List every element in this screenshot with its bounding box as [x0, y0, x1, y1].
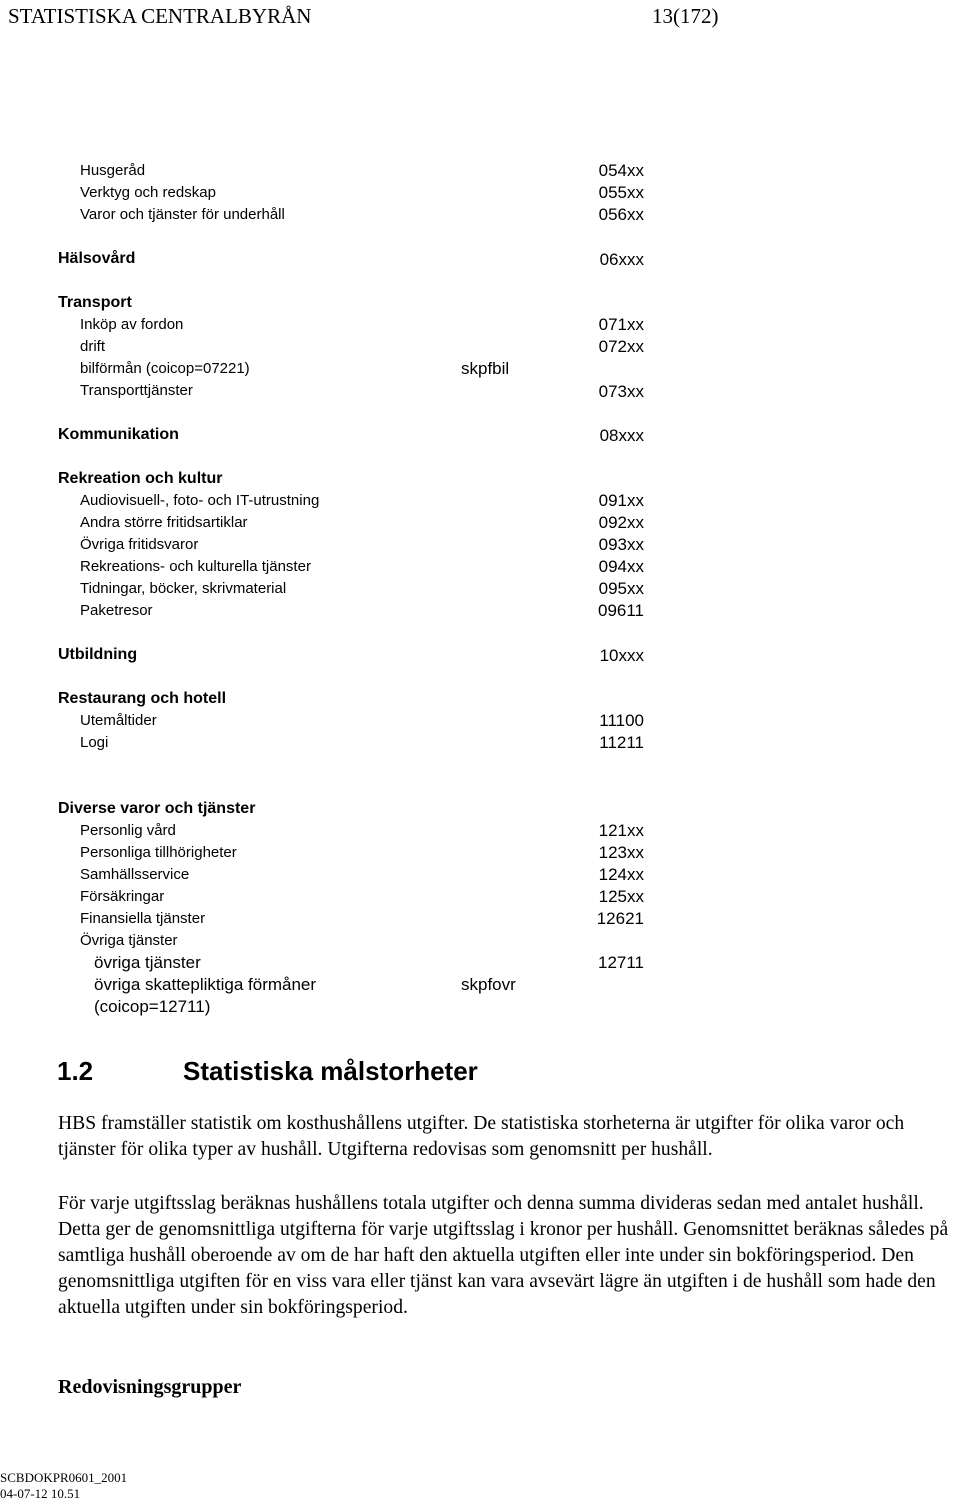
table-row [0, 534, 960, 556]
table-row [0, 424, 960, 446]
table-row [0, 556, 960, 578]
table-row [0, 908, 960, 930]
table-row [0, 732, 960, 754]
table-row [0, 930, 960, 952]
section-number: 1.2 [57, 1056, 94, 1086]
footer-document-id: SCBDOKPR0601_2001 [0, 1470, 128, 1485]
table-row [0, 644, 960, 666]
category-heading: Kommunikation [58, 426, 179, 443]
category-heading: Hälsovård [58, 250, 136, 267]
coicop-code: 093xx [598, 535, 644, 554]
category-label: Samhällsservice [80, 866, 190, 883]
coicop-code: 125xx [598, 887, 644, 906]
section-title: Statistiska målstorheter [183, 1056, 478, 1086]
category-label: Transporttjänster [80, 382, 193, 399]
table-row [0, 578, 960, 600]
table-row [0, 886, 960, 908]
section-heading [57, 1056, 478, 1087]
table-row [0, 688, 960, 710]
table-row [0, 974, 960, 996]
coicop-code: 123xx [598, 843, 644, 862]
coicop-code: 056xx [598, 205, 644, 224]
table-row [0, 336, 960, 358]
category-label: drift [80, 338, 106, 355]
coicop-code: 092xx [598, 513, 644, 532]
table-row [0, 314, 960, 336]
coicop-code: 12711 [597, 953, 644, 972]
category-label: (coicop=12711) [94, 997, 211, 1016]
table-row [0, 600, 960, 622]
category-label: Försäkringar [80, 888, 165, 905]
category-heading: Restaurang och hotell [58, 690, 227, 707]
table-row [0, 248, 960, 270]
category-label: Paketresor [80, 602, 153, 619]
table-row [0, 512, 960, 534]
footer-timestamp: 04-07-12 10.51 [0, 1486, 81, 1501]
category-label: Inköp av fordon [80, 316, 184, 333]
category-label: Personlig vård [80, 822, 176, 839]
table-row [0, 380, 960, 402]
coicop-code: 10xxx [599, 646, 644, 665]
coicop-code: 095xx [598, 579, 644, 598]
body-paragraph-2: För varje utgiftsslag beräknas hushållens totala utgifter och denna summa divideras sedan med antalet hushåll. Detta ger de genomsnittliga utgifterna för varje utgiftsslag i kronor per hushåll. Genomsnittet beräknas således på samtliga hushåll oberoende av om de har haft den aktuella utgiften eller inte under sin bokföringsperiod. Den genomsnittliga utgiften för en viss vara eller tjänst kan vara avsevärt lägre än utgiften i de hushåll som hade den aktuella utgiften under sin bokföringsperiod. [58, 1193, 949, 1318]
category-label: Utemåltider [80, 712, 157, 729]
coicop-code: 06xxx [599, 250, 644, 269]
category-label: Övriga tjänster [80, 932, 178, 949]
table-row [0, 182, 960, 204]
coicop-code: 124xx [598, 865, 644, 884]
coicop-code: 11211 [599, 733, 644, 752]
variable-name: skpfbil [461, 359, 510, 378]
table-row [0, 292, 960, 314]
header-agency-name: STATISTISKA CENTRALBYRÅN [8, 4, 312, 28]
coicop-code: 094xx [598, 557, 644, 576]
table-row [0, 820, 960, 842]
category-heading: Rekreation och kultur [58, 470, 223, 487]
table-row [0, 996, 960, 1018]
table-row [0, 358, 960, 380]
coicop-code: 12621 [596, 909, 644, 928]
table-row [0, 864, 960, 886]
coicop-code: 121xx [598, 821, 644, 840]
coicop-code: 091xx [598, 491, 644, 510]
table-row [0, 468, 960, 490]
table-row [0, 490, 960, 512]
category-label: Husgeråd [80, 162, 146, 179]
category-heading: Diverse varor och tjänster [58, 800, 256, 817]
coicop-code: 09611 [597, 601, 644, 620]
table-row [0, 160, 960, 182]
table-row [0, 798, 960, 820]
coicop-code: 054xx [598, 161, 644, 180]
category-label: Övriga fritidsvaror [80, 536, 199, 553]
category-label: Audiovisuell-, foto- och IT-utrustning [80, 492, 320, 509]
category-heading: Transport [58, 294, 132, 311]
category-label: övriga skattepliktiga förmåner [94, 975, 317, 994]
coicop-code: 073xx [598, 382, 644, 401]
coicop-code: 071xx [598, 315, 644, 334]
variable-name: skpfovr [461, 975, 516, 994]
coicop-code: 055xx [598, 183, 644, 202]
category-label: Finansiella tjänster [80, 910, 206, 927]
header-page-number: 13(172) [652, 4, 719, 28]
category-label: Tidningar, böcker, skrivmaterial [80, 580, 287, 597]
category-label: Andra större fritidsartiklar [80, 514, 248, 531]
category-label: bilförmån (coicop=07221) [80, 360, 250, 377]
body-paragraph-1: HBS framställer statistik om kosthushållens utgifter. De statistiska storheterna är utgifter för olika varor och tjänster för olika typer av hushåll. Utgifterna redovisas som genomsnitt per hushåll. [58, 1113, 905, 1160]
table-row [0, 710, 960, 732]
table-row [0, 204, 960, 226]
category-heading: Utbildning [58, 646, 138, 663]
table-row [0, 842, 960, 864]
coicop-code: 08xxx [599, 426, 644, 445]
category-label: Verktyg och redskap [80, 184, 216, 201]
category-label: Varor och tjänster för underhåll [80, 206, 285, 223]
table-row [0, 952, 960, 974]
coicop-code: 072xx [598, 337, 644, 356]
category-label: övriga tjänster [94, 953, 201, 972]
category-label: Rekreations- och kulturella tjänster [80, 558, 311, 575]
coicop-code: 11100 [599, 711, 644, 730]
subheading: Redovisningsgrupper [58, 1376, 242, 1398]
category-label: Personliga tillhörigheter [80, 844, 237, 861]
category-label: Logi [80, 734, 109, 751]
